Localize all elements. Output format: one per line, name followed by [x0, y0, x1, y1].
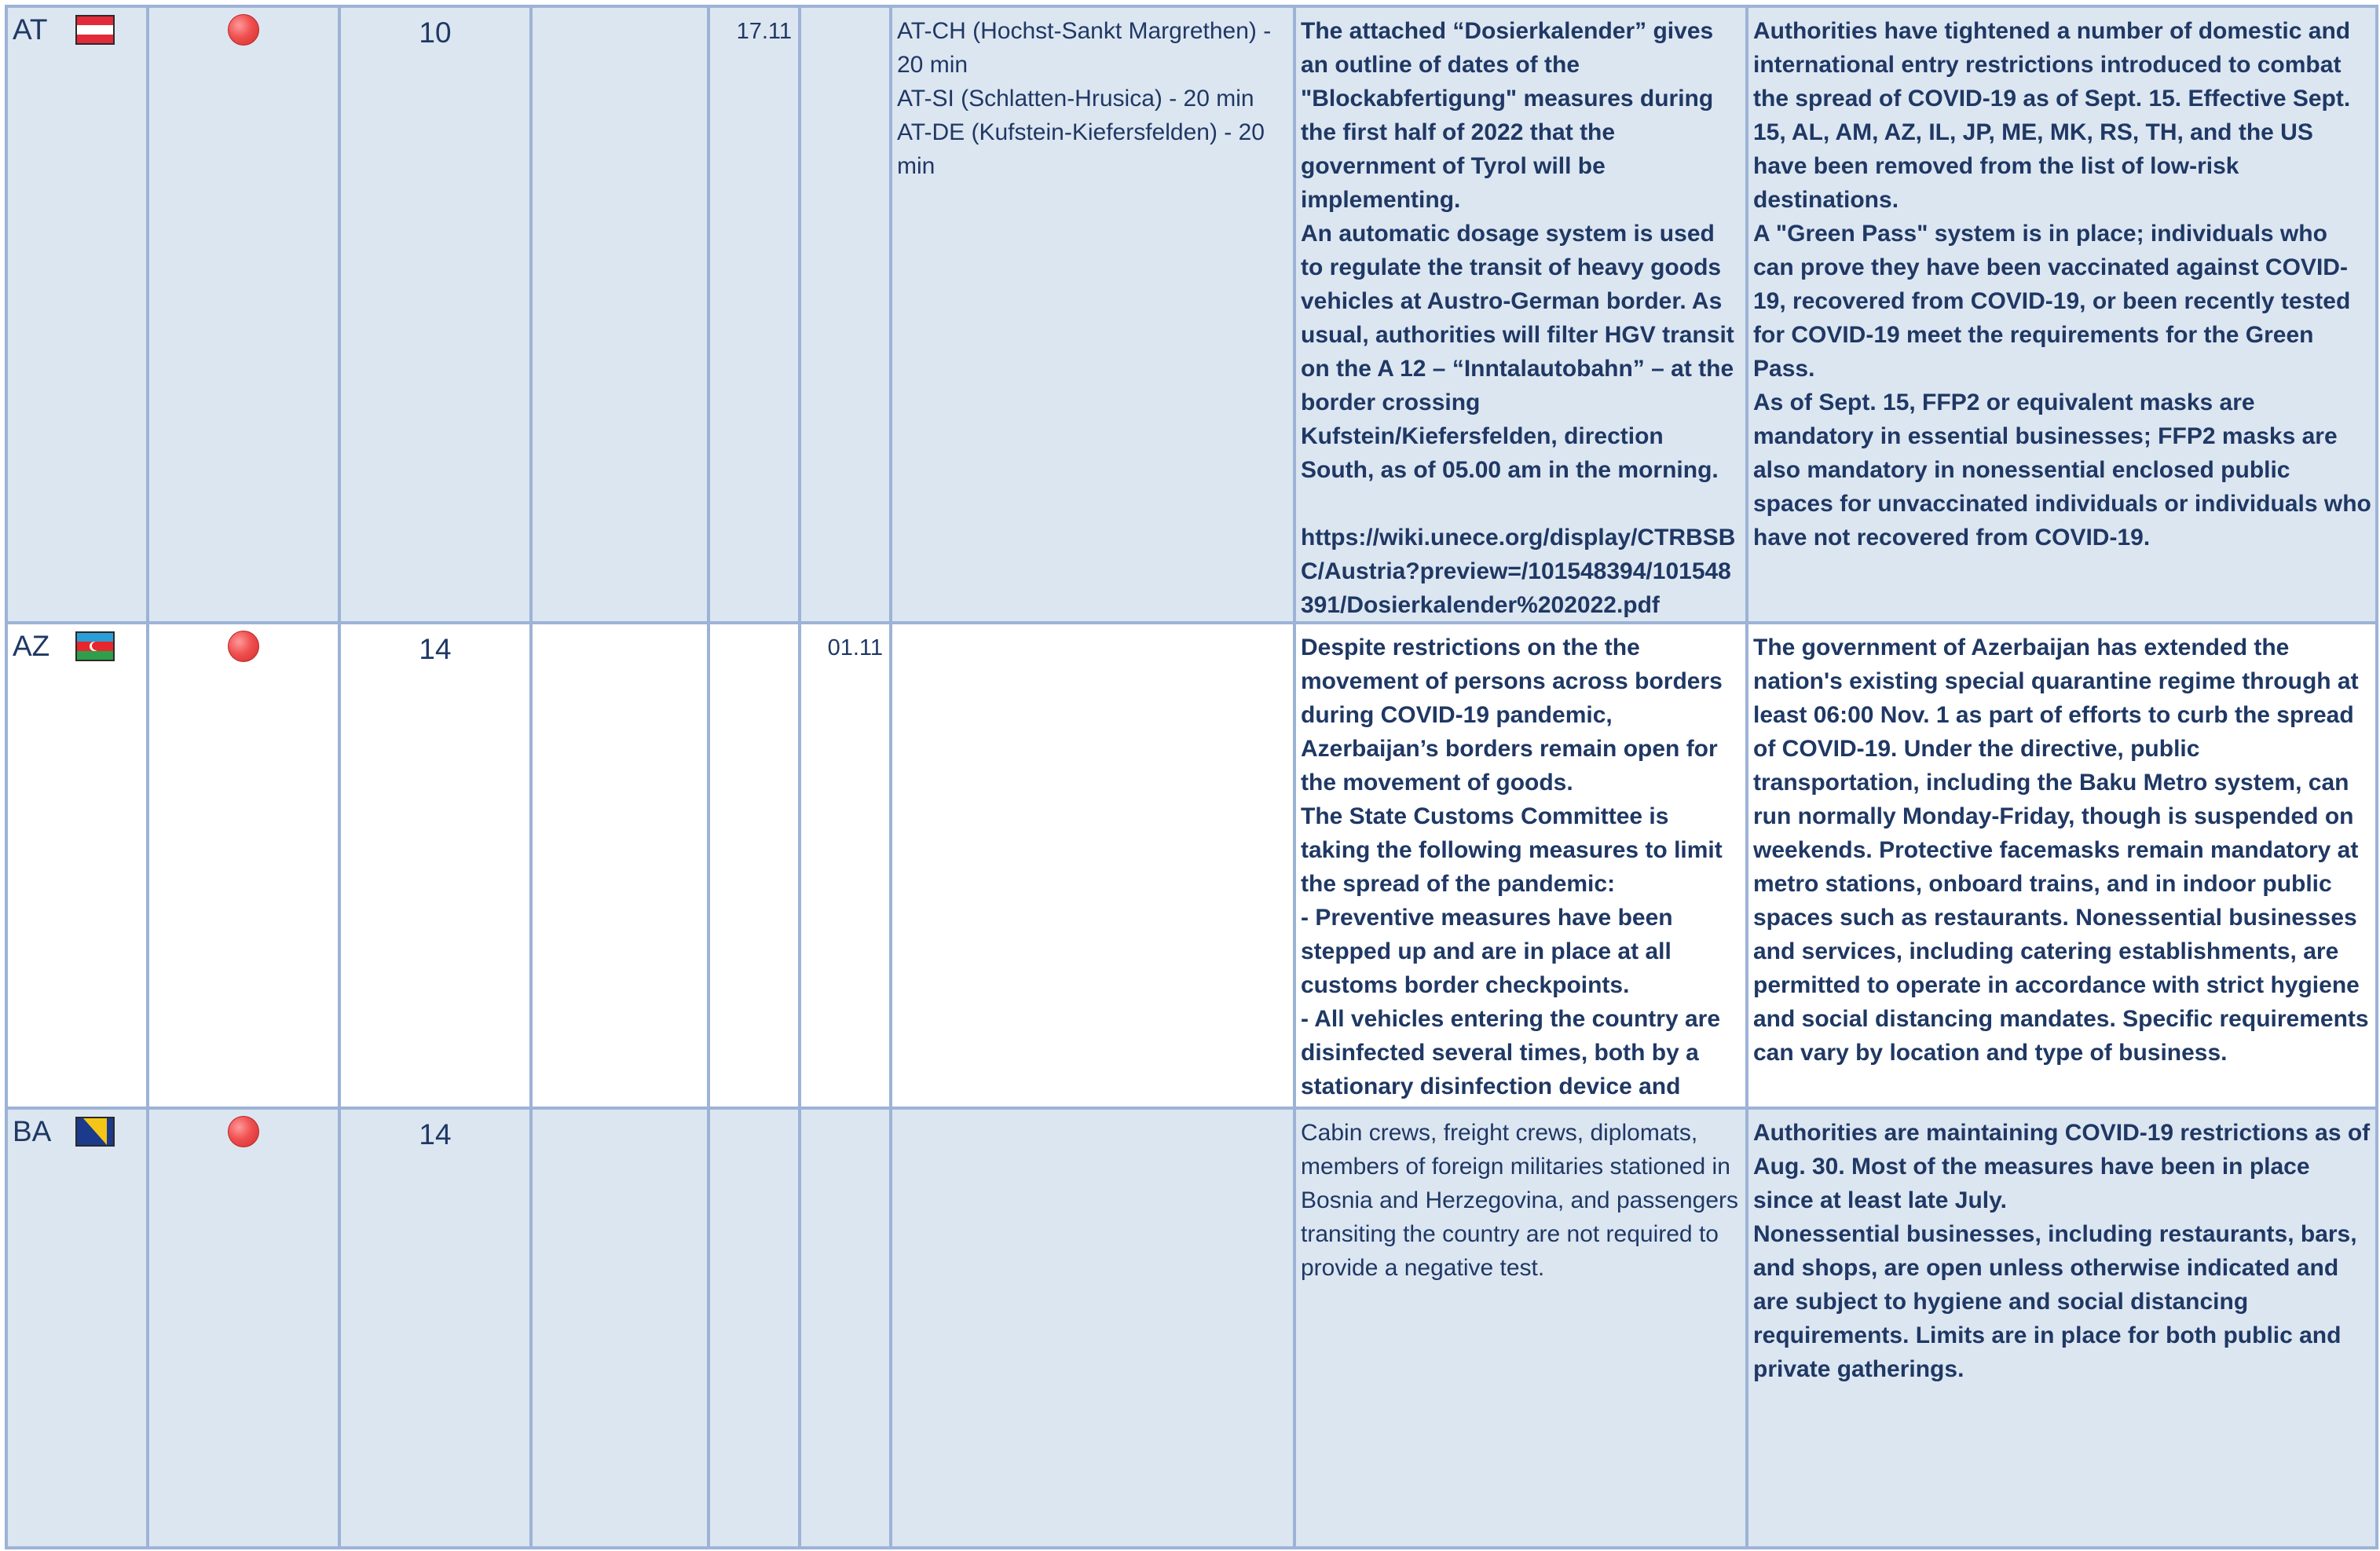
number-cell — [339, 1108, 531, 1548]
azerbaijan-flag-icon — [75, 631, 115, 661]
empty-cell — [531, 623, 709, 1108]
freight-paragraph: Despite restrictions on the the movement of persons across borders during COVID-19 pandemic, Azerbaijan’s borders remain open for the movement of goods. — [1301, 635, 1723, 796]
date-value — [801, 1110, 889, 1119]
freight-info-cell — [1294, 1108, 1747, 1548]
date-a-cell — [709, 623, 800, 1108]
general-paragraph: A "Green Pass" system is in place; individuals who can prove they have been vaccinated against COVID-19, recovered from COVID-19, or been recently tested for COVID-19 meet the requirements for the Green Pass. — [1753, 221, 2351, 382]
freight-paragraph: - Preventive measures have been stepped up and are in place at all customs border checkpoints. — [1301, 905, 1673, 998]
date-a-cell — [709, 1108, 800, 1548]
red-status-dot-icon — [228, 14, 259, 46]
date-a-cell — [709, 6, 800, 623]
general-info-cell — [1747, 6, 2377, 623]
freight-paragraph: An automatic dosage system is used to regulate the transit of heavy goods vehicles at Austro-German border. As usual, authorities will filter HGV transit on the A 12 – “Inntalautobahn” – at the border crossing Kufstein/Kiefersfelden, direction South, as of 05.00 am in the morning. — [1301, 221, 1734, 483]
country-code: AZ — [13, 630, 50, 662]
number-value: 10 — [419, 16, 452, 49]
freight-link[interactable]: https://wiki.unece.org/display/CTRBSBC/Austria?preview=/101548394/101548391/Dosierkalender%202022.pdf — [1301, 525, 1736, 618]
number-cell — [339, 623, 531, 1108]
empty-cell — [531, 1108, 709, 1548]
border-waits-cell — [891, 1108, 1294, 1548]
country-code: BA — [13, 1115, 52, 1147]
general-info-cell — [1747, 623, 2377, 1108]
number-value: 14 — [419, 1118, 452, 1150]
date-b-cell — [800, 6, 891, 623]
date-b-cell — [800, 623, 891, 1108]
date-value: 17.11 — [736, 19, 792, 44]
country-cell — [6, 1108, 148, 1548]
date-value: 01.11 — [827, 635, 883, 660]
border-waits-cell — [891, 623, 1294, 1108]
table-row-ba — [6, 1108, 2377, 1548]
freight-paragraph: - All vehicles entering the country are disinfected several times, both by a stationary disinfection device and — [1301, 1006, 1721, 1099]
bosnia-flag-icon — [75, 1117, 115, 1147]
border-waits-cell — [891, 6, 1294, 623]
freight-paragraph-blank — [1301, 487, 1742, 521]
date-value — [710, 1110, 798, 1119]
border-status-table — [5, 5, 2378, 1549]
table-row-az — [6, 623, 2377, 1108]
table-row-at — [6, 6, 2377, 623]
status-cell — [148, 623, 339, 1108]
country-cell — [6, 623, 148, 1108]
freight-paragraph: The attached “Dosierkalender” gives an outline of dates of the "Blockabfertigung" measures during the first half of 2022 that the government of Tyrol will be implementing. — [1301, 18, 1714, 213]
red-status-dot-icon — [228, 631, 259, 662]
empty-cell — [531, 6, 709, 623]
border-wait-line: AT-DE (Kufstein-Kiefersfelden) - 20 min — [897, 119, 1265, 179]
general-info-cell — [1747, 1108, 2377, 1548]
date-value — [710, 624, 798, 634]
border-wait-line: AT-CH (Hochst-Sankt Margrethen) - 20 min — [897, 18, 1272, 78]
freight-info-cell — [1294, 6, 1747, 623]
general-paragraph: Nonessential businesses, including restaurants, bars, and shops, are open unless otherwise indicated and are subject to hygiene and social distancing requirements. Limits are in place for both public and private gatherings. — [1753, 1221, 2357, 1382]
general-paragraph: As of Sept. 15, FFP2 or equivalent masks are mandatory in essential businesses; FFP2 masks are also mandatory in nonessential enclosed public spaces for unvaccinated individuals or individuals who have not recovered from COVID-19. — [1753, 390, 2371, 551]
country-code: AT — [13, 13, 48, 46]
freight-info-cell — [1294, 623, 1747, 1108]
general-paragraph: Authorities have tightened a number of domestic and international entry restrictions introduced to combat the spread of COVID-19 as of Sept. 15. Effective Sept. 15, AL, AM, AZ, IL, JP, ME, MK, RS, TH, and the US have been removed from the list of low-risk destinations. — [1753, 18, 2351, 213]
general-paragraph: Authorities are maintaining COVID-19 restrictions as of Aug. 30. Most of the measures have been in place since at least late July. — [1753, 1120, 2371, 1213]
number-cell — [339, 6, 531, 623]
austria-flag-icon — [75, 15, 115, 45]
country-cell — [6, 6, 148, 623]
border-wait-line: AT-SI (Schlatten-Hrusica) - 20 min — [897, 86, 1254, 112]
red-status-dot-icon — [228, 1116, 259, 1147]
freight-paragraph: The State Customs Committee is taking the following measures to limit the spread of the pandemic: — [1301, 803, 1723, 897]
freight-paragraph: Cabin crews, freight crews, diplomats, members of foreign militaries stationed in Bosnia and Herzegovina, and passengers transiting the country are not required to provide a negative test. — [1301, 1120, 1739, 1281]
date-b-cell — [800, 1108, 891, 1548]
date-value — [801, 8, 889, 17]
status-cell — [148, 1108, 339, 1548]
general-paragraph: The government of Azerbaijan has extended the nation's existing special quarantine regime through at least 06:00 Nov. 1 as part of efforts to curb the spread of COVID-19. Under the directive, public transportation, including the Baku Metro system, can run normally Monday-Friday, though is suspended on weekends. Protective facemasks remain mandatory at metro stations, onboard trains, and in indoor public spaces such as restaurants. Nonessential businesses and services, including catering establishments, are permitted to operate in accordance with strict hygiene and social distancing mandates. Specific requirements can vary by location and type of business. — [1753, 635, 2369, 1066]
number-value: 14 — [419, 633, 452, 665]
status-cell — [148, 6, 339, 623]
